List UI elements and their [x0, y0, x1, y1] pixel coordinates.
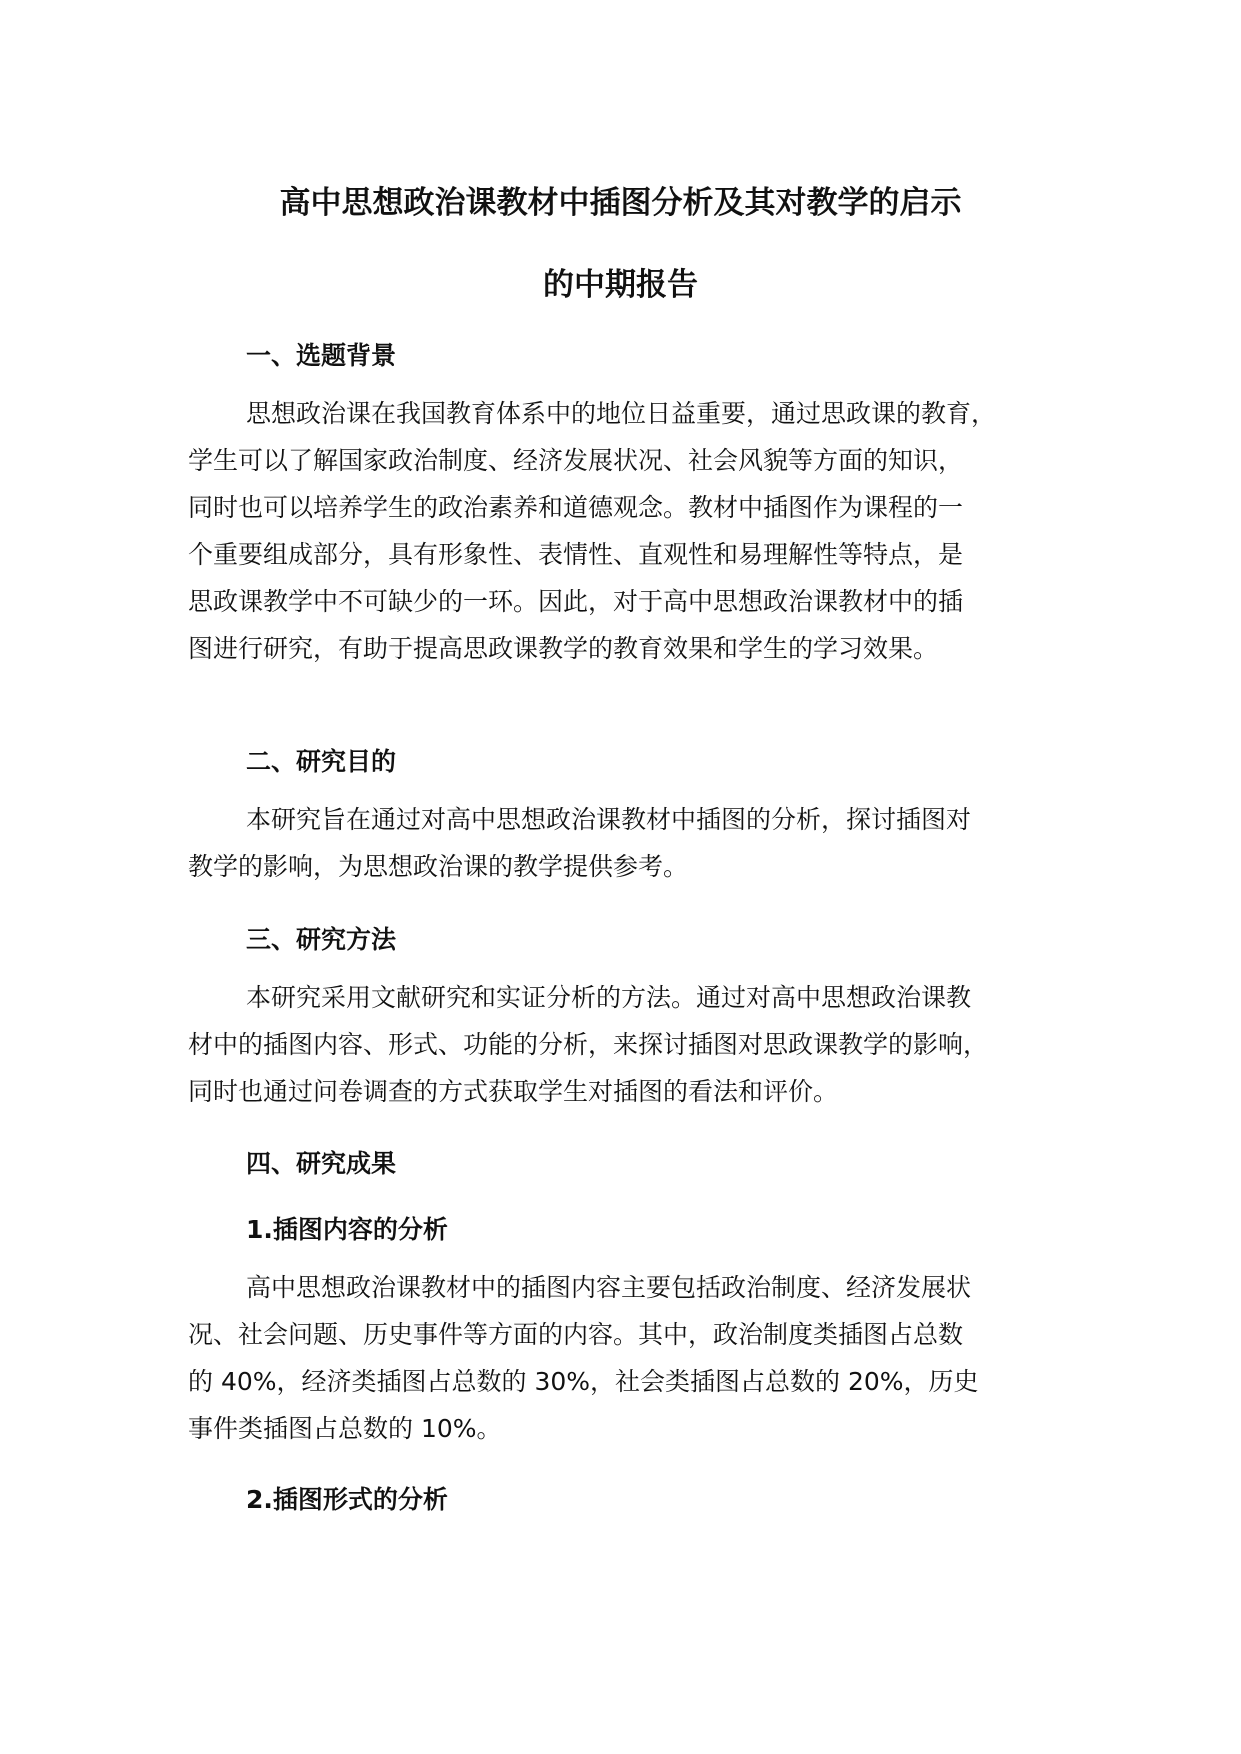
- paragraph-line: 教学的影响，为思想政治课的教学提供参考。: [188, 852, 689, 881]
- paragraph-line: 图进行研究，有助于提高思政课教学的教育效果和学生的学习效果。: [188, 634, 939, 663]
- paragraph-line: 本研究旨在通过对高中思想政治课教材中插图的分析，探讨插图对: [246, 805, 972, 834]
- paragraph-line: 况、社会问题、历史事件等方面的内容。其中，政治制度类插图占总数: [188, 1320, 964, 1349]
- paragraph-line: 同时也通过问卷调查的方式获取学生对插图的看法和评价。: [188, 1077, 839, 1106]
- paragraph-background: [188, 390, 1088, 672]
- subsection-heading-form-analysis: 2.插图形式的分析: [246, 1485, 448, 1514]
- paragraph-line: 思政课教学中不可缺少的一环。因此，对于高中思想政治课教材中的插: [188, 587, 964, 616]
- subsection-heading-content-analysis: 1.插图内容的分析: [246, 1215, 448, 1244]
- paragraph-line: 事件类插图占总数的 10%。: [188, 1414, 502, 1443]
- paragraph-line: 本研究采用文献研究和实证分析的方法。通过对高中思想政治课教: [246, 983, 972, 1012]
- paragraph-line: 同时也可以培养学生的政治素养和道德观念。教材中插图作为课程的一: [188, 493, 964, 522]
- paragraph-line: 思想政治课在我国教育体系中的地位日益重要，通过思政课的教育，: [246, 399, 997, 428]
- document-title-line-2: 的中期报告: [543, 267, 698, 303]
- paragraph-line: 个重要组成部分，具有形象性、表情性、直观性和易理解性等特点，是: [188, 540, 964, 569]
- section-heading-results: 四、研究成果: [246, 1149, 397, 1178]
- paragraph-method: [188, 974, 1088, 1115]
- paragraph-purpose: [188, 796, 1088, 890]
- paragraph-content-analysis: [188, 1264, 1088, 1452]
- paragraph-line: 材中的插图内容、形式、功能的分析，来探讨插图对思政课教学的影响，: [188, 1030, 989, 1059]
- section-heading-purpose: 二、研究目的: [246, 747, 397, 776]
- paragraph-line: 学生可以了解国家政治制度、经济发展状况、社会风貌等方面的知识，: [188, 446, 964, 475]
- document-title-line-1: 高中思想政治课教材中插图分析及其对教学的启示: [279, 185, 962, 221]
- section-heading-method: 三、研究方法: [246, 925, 397, 954]
- paragraph-line: 高中思想政治课教材中的插图内容主要包括政治制度、经济发展状: [246, 1273, 972, 1302]
- paragraph-line: 的 40%，经济类插图占总数的 30%，社会类插图占总数的 20%，历史: [188, 1367, 979, 1396]
- section-heading-background: 一、选题背景: [246, 341, 397, 370]
